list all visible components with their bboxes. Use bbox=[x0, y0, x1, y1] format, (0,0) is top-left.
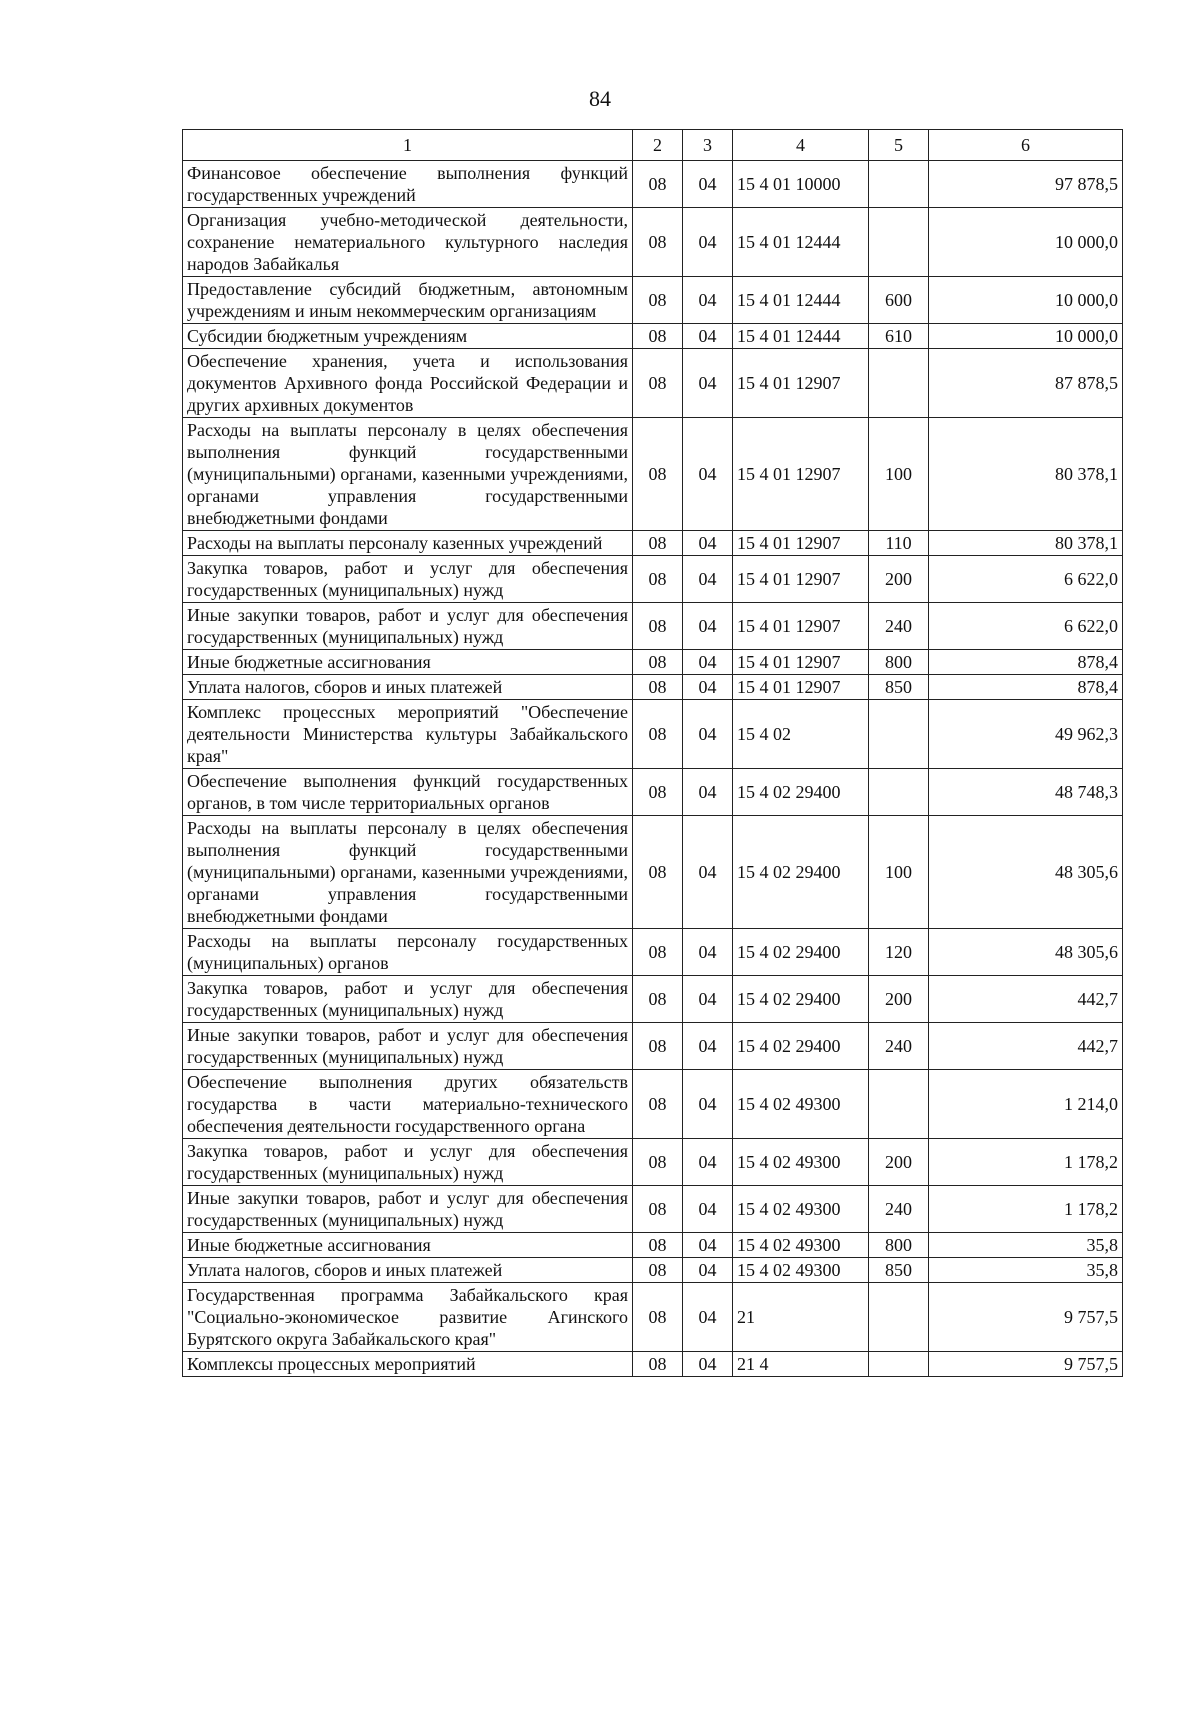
row-expense-type: 200 bbox=[869, 556, 929, 603]
row-target-article: 15 4 02 49300 bbox=[733, 1258, 869, 1283]
row-name: Финансовое обеспечение выполнения функций государственных учреждений bbox=[183, 161, 633, 208]
row-subsection-code: 04 bbox=[683, 1352, 733, 1377]
row-target-article: 15 4 01 12907 bbox=[733, 603, 869, 650]
row-expense-type: 200 bbox=[869, 1139, 929, 1186]
row-subsection-code: 04 bbox=[683, 976, 733, 1023]
row-expense-type bbox=[869, 349, 929, 418]
table-row bbox=[183, 929, 1123, 976]
table-row bbox=[183, 556, 1123, 603]
budget-table bbox=[182, 129, 1123, 1377]
table-header bbox=[183, 130, 1123, 161]
row-amount: 80 378,1 bbox=[929, 418, 1123, 531]
column-header-1: 1 bbox=[183, 130, 633, 161]
row-expense-type: 240 bbox=[869, 1023, 929, 1070]
row-target-article: 15 4 02 49300 bbox=[733, 1070, 869, 1139]
row-section-code: 08 bbox=[633, 161, 683, 208]
row-section-code: 08 bbox=[633, 324, 683, 349]
row-subsection-code: 04 bbox=[683, 556, 733, 603]
table-row bbox=[183, 1186, 1123, 1233]
table-row bbox=[183, 603, 1123, 650]
row-amount: 48 305,6 bbox=[929, 816, 1123, 929]
row-subsection-code: 04 bbox=[683, 277, 733, 324]
column-header-2: 2 bbox=[633, 130, 683, 161]
row-section-code: 08 bbox=[633, 1258, 683, 1283]
table-row bbox=[183, 349, 1123, 418]
budget-table-container bbox=[182, 129, 1122, 1377]
row-name: Расходы на выплаты персоналу в целях обеспечения выполнения функций государственными (муниципальными) органами, казенными учреждениями, органами управления государственными внебюджетными фондами bbox=[183, 816, 633, 929]
column-header-5: 5 bbox=[869, 130, 929, 161]
table-row bbox=[183, 324, 1123, 349]
row-subsection-code: 04 bbox=[683, 675, 733, 700]
row-expense-type: 800 bbox=[869, 650, 929, 675]
table-row bbox=[183, 816, 1123, 929]
row-amount: 10 000,0 bbox=[929, 277, 1123, 324]
table-row bbox=[183, 675, 1123, 700]
row-name: Закупка товаров, работ и услуг для обеспечения государственных (муниципальных) нужд bbox=[183, 1139, 633, 1186]
row-target-article: 15 4 01 12907 bbox=[733, 418, 869, 531]
table-row bbox=[183, 1023, 1123, 1070]
row-section-code: 08 bbox=[633, 700, 683, 769]
row-amount: 35,8 bbox=[929, 1233, 1123, 1258]
row-name: Расходы на выплаты персоналу в целях обеспечения выполнения функций государственными (муниципальными) органами, казенными учреждениями, органами управления государственными внебюджетными фондами bbox=[183, 418, 633, 531]
row-section-code: 08 bbox=[633, 531, 683, 556]
row-name: Уплата налогов, сборов и иных платежей bbox=[183, 675, 633, 700]
row-name: Организация учебно-методической деятельности, сохранение нематериального культурного наследия народов Забайкалья bbox=[183, 208, 633, 277]
row-amount: 9 757,5 bbox=[929, 1352, 1123, 1377]
row-expense-type: 610 bbox=[869, 324, 929, 349]
row-target-article: 15 4 02 29400 bbox=[733, 976, 869, 1023]
row-section-code: 08 bbox=[633, 1186, 683, 1233]
table-row bbox=[183, 418, 1123, 531]
row-subsection-code: 04 bbox=[683, 1186, 733, 1233]
row-amount: 10 000,0 bbox=[929, 208, 1123, 277]
table-row bbox=[183, 1139, 1123, 1186]
row-expense-type: 100 bbox=[869, 816, 929, 929]
row-name: Субсидии бюджетным учреждениям bbox=[183, 324, 633, 349]
row-expense-type: 110 bbox=[869, 531, 929, 556]
row-amount: 97 878,5 bbox=[929, 161, 1123, 208]
row-name: Обеспечение выполнения других обязательств государства в части материально-технического обеспечения деятельности государственного органа bbox=[183, 1070, 633, 1139]
row-subsection-code: 04 bbox=[683, 769, 733, 816]
row-subsection-code: 04 bbox=[683, 1139, 733, 1186]
row-name: Комплексы процессных мероприятий bbox=[183, 1352, 633, 1377]
row-section-code: 08 bbox=[633, 1352, 683, 1377]
row-target-article: 15 4 01 12444 bbox=[733, 324, 869, 349]
row-name: Иные бюджетные ассигнования bbox=[183, 650, 633, 675]
row-amount: 1 178,2 bbox=[929, 1186, 1123, 1233]
row-name: Расходы на выплаты персоналу казенных учреждений bbox=[183, 531, 633, 556]
row-amount: 442,7 bbox=[929, 1023, 1123, 1070]
row-target-article: 21 bbox=[733, 1283, 869, 1352]
row-subsection-code: 04 bbox=[683, 1283, 733, 1352]
row-amount: 10 000,0 bbox=[929, 324, 1123, 349]
table-row bbox=[183, 1070, 1123, 1139]
table-row bbox=[183, 1352, 1123, 1377]
row-expense-type bbox=[869, 161, 929, 208]
row-target-article: 15 4 01 12907 bbox=[733, 650, 869, 675]
row-amount: 80 378,1 bbox=[929, 531, 1123, 556]
row-section-code: 08 bbox=[633, 650, 683, 675]
row-name: Государственная программа Забайкальского края "Социально-экономическое развитие Агинского Бурятского округа Забайкальского края" bbox=[183, 1283, 633, 1352]
row-subsection-code: 04 bbox=[683, 161, 733, 208]
row-amount: 442,7 bbox=[929, 976, 1123, 1023]
row-amount: 878,4 bbox=[929, 650, 1123, 675]
table-row bbox=[183, 1258, 1123, 1283]
row-target-article: 15 4 01 12907 bbox=[733, 556, 869, 603]
row-expense-type: 100 bbox=[869, 418, 929, 531]
page-number: 84 bbox=[589, 86, 611, 111]
table-row bbox=[183, 650, 1123, 675]
row-target-article: 15 4 01 10000 bbox=[733, 161, 869, 208]
row-subsection-code: 04 bbox=[683, 700, 733, 769]
row-section-code: 08 bbox=[633, 277, 683, 324]
row-amount: 1 178,2 bbox=[929, 1139, 1123, 1186]
row-target-article: 15 4 01 12907 bbox=[733, 349, 869, 418]
row-section-code: 08 bbox=[633, 603, 683, 650]
row-target-article: 15 4 02 bbox=[733, 700, 869, 769]
row-target-article: 15 4 01 12907 bbox=[733, 675, 869, 700]
row-amount: 49 962,3 bbox=[929, 700, 1123, 769]
row-target-article: 15 4 02 29400 bbox=[733, 769, 869, 816]
row-target-article: 15 4 02 29400 bbox=[733, 1023, 869, 1070]
row-target-article: 15 4 02 49300 bbox=[733, 1233, 869, 1258]
column-header-6: 6 bbox=[929, 130, 1123, 161]
row-name: Предоставление субсидий бюджетным, автономным учреждениям и иным некоммерческим организациям bbox=[183, 277, 633, 324]
row-section-code: 08 bbox=[633, 1283, 683, 1352]
row-section-code: 08 bbox=[633, 349, 683, 418]
table-row bbox=[183, 769, 1123, 816]
row-target-article: 15 4 01 12907 bbox=[733, 531, 869, 556]
row-subsection-code: 04 bbox=[683, 1070, 733, 1139]
row-subsection-code: 04 bbox=[683, 418, 733, 531]
row-subsection-code: 04 bbox=[683, 603, 733, 650]
row-target-article: 15 4 02 49300 bbox=[733, 1186, 869, 1233]
table-row bbox=[183, 1283, 1123, 1352]
row-name: Уплата налогов, сборов и иных платежей bbox=[183, 1258, 633, 1283]
row-target-article: 15 4 02 29400 bbox=[733, 816, 869, 929]
table-row bbox=[183, 1233, 1123, 1258]
row-section-code: 08 bbox=[633, 816, 683, 929]
row-expense-type: 800 bbox=[869, 1233, 929, 1258]
row-section-code: 08 bbox=[633, 418, 683, 531]
row-amount: 48 748,3 bbox=[929, 769, 1123, 816]
row-expense-type bbox=[869, 769, 929, 816]
row-target-article: 15 4 01 12444 bbox=[733, 277, 869, 324]
row-expense-type bbox=[869, 1283, 929, 1352]
row-expense-type bbox=[869, 208, 929, 277]
row-expense-type: 240 bbox=[869, 1186, 929, 1233]
row-expense-type bbox=[869, 700, 929, 769]
row-target-article: 21 4 bbox=[733, 1352, 869, 1377]
row-subsection-code: 04 bbox=[683, 650, 733, 675]
row-name: Расходы на выплаты персоналу государственных (муниципальных) органов bbox=[183, 929, 633, 976]
row-name: Комплекс процессных мероприятий "Обеспечение деятельности Министерства культуры Забайкальского края" bbox=[183, 700, 633, 769]
table-row bbox=[183, 700, 1123, 769]
row-section-code: 08 bbox=[633, 976, 683, 1023]
row-name: Закупка товаров, работ и услуг для обеспечения государственных (муниципальных) нужд bbox=[183, 556, 633, 603]
row-subsection-code: 04 bbox=[683, 349, 733, 418]
row-subsection-code: 04 bbox=[683, 1233, 733, 1258]
row-section-code: 08 bbox=[633, 208, 683, 277]
row-amount: 1 214,0 bbox=[929, 1070, 1123, 1139]
row-expense-type: 850 bbox=[869, 1258, 929, 1283]
table-row bbox=[183, 531, 1123, 556]
row-expense-type: 240 bbox=[869, 603, 929, 650]
row-target-article: 15 4 02 49300 bbox=[733, 1139, 869, 1186]
row-name: Обеспечение выполнения функций государственных органов, в том числе территориальных органов bbox=[183, 769, 633, 816]
row-expense-type: 600 bbox=[869, 277, 929, 324]
column-header-3: 3 bbox=[683, 130, 733, 161]
header-row bbox=[183, 130, 1123, 161]
row-subsection-code: 04 bbox=[683, 929, 733, 976]
row-subsection-code: 04 bbox=[683, 324, 733, 349]
row-section-code: 08 bbox=[633, 556, 683, 603]
row-amount: 6 622,0 bbox=[929, 556, 1123, 603]
row-subsection-code: 04 bbox=[683, 816, 733, 929]
table-row bbox=[183, 161, 1123, 208]
row-section-code: 08 bbox=[633, 929, 683, 976]
row-expense-type bbox=[869, 1352, 929, 1377]
row-amount: 48 305,6 bbox=[929, 929, 1123, 976]
table-row bbox=[183, 277, 1123, 324]
row-name: Обеспечение хранения, учета и использования документов Архивного фонда Российской Федерации и других архивных документов bbox=[183, 349, 633, 418]
row-subsection-code: 04 bbox=[683, 1023, 733, 1070]
row-section-code: 08 bbox=[633, 1233, 683, 1258]
row-amount: 35,8 bbox=[929, 1258, 1123, 1283]
row-target-article: 15 4 02 29400 bbox=[733, 929, 869, 976]
row-section-code: 08 bbox=[633, 1023, 683, 1070]
row-expense-type: 200 bbox=[869, 976, 929, 1023]
row-amount: 878,4 bbox=[929, 675, 1123, 700]
row-section-code: 08 bbox=[633, 1070, 683, 1139]
row-subsection-code: 04 bbox=[683, 208, 733, 277]
row-section-code: 08 bbox=[633, 1139, 683, 1186]
row-expense-type: 850 bbox=[869, 675, 929, 700]
table-body bbox=[183, 161, 1123, 1377]
column-header-4: 4 bbox=[733, 130, 869, 161]
row-name: Иные бюджетные ассигнования bbox=[183, 1233, 633, 1258]
row-subsection-code: 04 bbox=[683, 1258, 733, 1283]
row-subsection-code: 04 bbox=[683, 531, 733, 556]
row-name: Иные закупки товаров, работ и услуг для обеспечения государственных (муниципальных) нужд bbox=[183, 603, 633, 650]
row-name: Иные закупки товаров, работ и услуг для обеспечения государственных (муниципальных) нужд bbox=[183, 1023, 633, 1070]
table-row bbox=[183, 976, 1123, 1023]
row-section-code: 08 bbox=[633, 769, 683, 816]
row-amount: 9 757,5 bbox=[929, 1283, 1123, 1352]
row-amount: 6 622,0 bbox=[929, 603, 1123, 650]
row-name: Закупка товаров, работ и услуг для обеспечения государственных (муниципальных) нужд bbox=[183, 976, 633, 1023]
row-expense-type bbox=[869, 1070, 929, 1139]
row-section-code: 08 bbox=[633, 675, 683, 700]
row-amount: 87 878,5 bbox=[929, 349, 1123, 418]
row-target-article: 15 4 01 12444 bbox=[733, 208, 869, 277]
row-expense-type: 120 bbox=[869, 929, 929, 976]
row-name: Иные закупки товаров, работ и услуг для обеспечения государственных (муниципальных) нужд bbox=[183, 1186, 633, 1233]
table-row bbox=[183, 208, 1123, 277]
